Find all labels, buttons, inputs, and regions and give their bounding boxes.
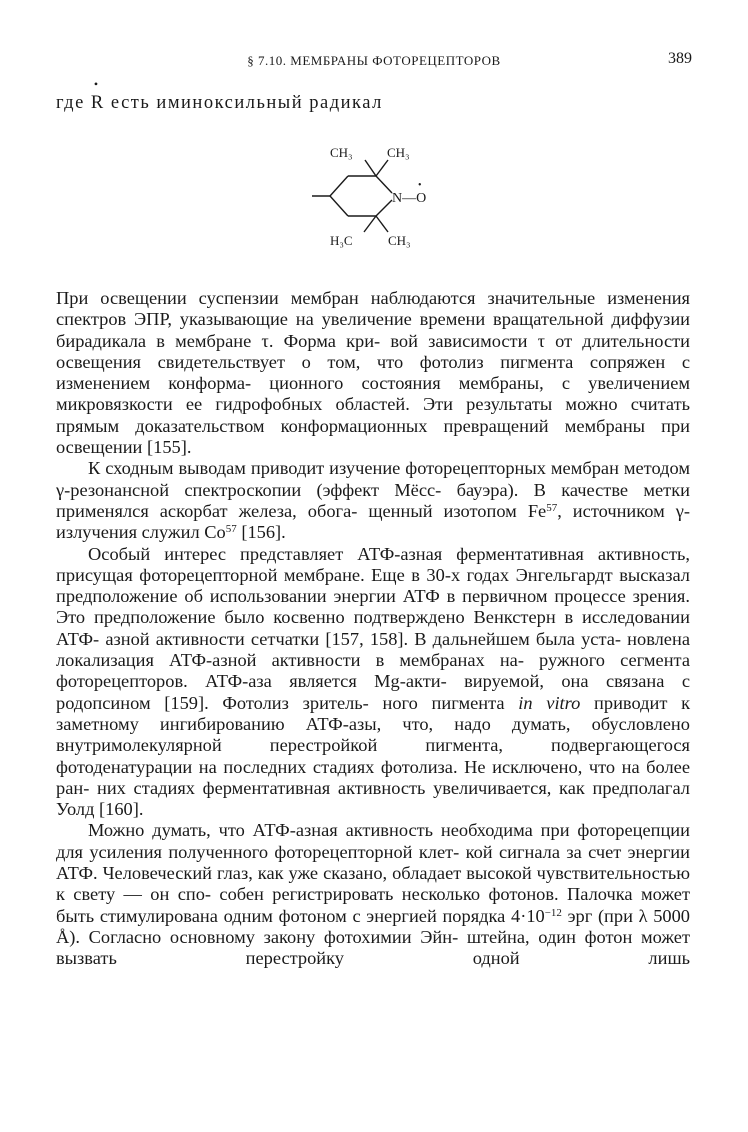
superscript: 57 <box>546 501 558 514</box>
superscript: 57 <box>225 523 237 536</box>
paragraph <box>56 288 690 458</box>
text-line: о том, что фотолиз пигмента сопряжен с изменением конформа- <box>56 351 690 394</box>
section-title: § 7.10. МЕМБРАНЫ ФОТОРЕЦЕПТОРОВ <box>247 53 501 68</box>
text-line: энергии АТФ в первичном процессе зрения. Это предположение <box>56 586 690 628</box>
text-line: (при λ 5000 Å). Согласно основному закону фотохимии Эйн- <box>56 905 690 947</box>
text-line: гидрофобных областей. Эти результаты можно считать прямым <box>56 394 690 436</box>
text-line <box>100 906 592 926</box>
text-line: последних стадиях фотолиза. Не исключено, что на более ран- <box>56 756 690 798</box>
text-line: перестройкой пигмента, подвергающегося фотоденатурации на <box>56 735 690 777</box>
text-line: предполагал Уолд [160]. <box>56 777 690 820</box>
text-line: вращательной диффузии бирадикала в мембране τ. Форма кри- <box>56 309 691 351</box>
nitroxide-group: N—O <box>392 191 427 206</box>
text-line: При освещении суспензии мембран наблюдаются значительные <box>56 288 596 308</box>
text-line: было косвенно подтверждено Венкстерн в исследовании АТФ- <box>56 607 690 649</box>
text-segment: эрг <box>561 905 593 926</box>
italic-term: in vitro <box>518 692 581 713</box>
text-segment: ного пигмента <box>382 692 519 713</box>
text-line: вой зависимости τ от длительности освещения свидетельствует <box>56 330 690 372</box>
text-line: азной активности сетчатки [157, 158]. В дальнейшем была уста- <box>105 628 621 649</box>
text-line: кой сигнала за счет энергии АТФ. Человеческий глаз, как уже <box>56 841 690 884</box>
text-line: освещении [155]. <box>56 437 192 458</box>
text-line: Особый интерес представляет АТФ-азная ферментативная <box>88 543 584 564</box>
methyl-bottom-right: CH₃ <box>388 233 411 248</box>
text-line: АТФ-азы, что, надо думать, обусловлено внутримолекулярной <box>56 713 690 756</box>
body-text <box>56 288 690 970</box>
text-line: доказательством конформационных превращений мембраны при <box>135 415 690 436</box>
intro-text-before: где <box>56 93 91 113</box>
text-line: годах Энгельгардт высказал предположение об использовании <box>56 564 690 607</box>
radical-dot: • <box>418 180 422 191</box>
methyl-top-right: CH₃ <box>387 145 410 160</box>
paragraph <box>56 820 690 969</box>
text-line: мембран методом γ-резонансной спектроскопии (эффект Мёсс- <box>56 458 690 500</box>
intro-text-after: есть иминоксильный радикал <box>104 93 383 113</box>
text-segment: , источником γ-излучения служил Co <box>56 500 690 543</box>
text-line: К сходным выводам приводит изучение фоторецепторных <box>88 458 546 479</box>
methyl-bottom-left: H₃C <box>330 233 353 248</box>
text-line: бауэра). В качестве метки применялся аскорбат железа, обога- <box>56 479 690 521</box>
superscript: −12 <box>544 906 562 919</box>
text-segment: стимулирована одним фотоном с энергией порядка 4·10 <box>99 905 545 926</box>
text-segment: щенный изотопом Fe <box>368 500 547 521</box>
text-line: изменения спектров ЭПР, указывающие на увеличение времени <box>56 288 690 330</box>
text-line: [156]. <box>241 522 286 543</box>
page-number: 389 <box>668 50 692 67</box>
text-line: штейна, один фотон может вызвать перестройку одной лишь <box>56 926 690 969</box>
text-segment: приводит к заметному ингибированию <box>56 692 691 734</box>
text-line: собен регистрировать несколько фотонов. Палочка может быть <box>56 884 690 926</box>
text-line: вируемой, она связана с родопсином [159]. Фотолиз зритель- <box>56 671 690 713</box>
text-line: активность, присущая фоторецепторной мембране. Еще в 30-х <box>56 543 690 585</box>
radical-symbol: • R <box>91 93 105 114</box>
text-line: сказано, обладает высокой чувствительностью к свету — он спо- <box>56 863 690 905</box>
text-line: ружного сегмента фоторецепторов. АТФ-аза является Mg-акти- <box>56 650 690 692</box>
nitroxide-radical-formula <box>300 138 460 250</box>
text-line: новлена локализация АТФ-азной активности в мембранах на- <box>56 628 690 671</box>
running-head <box>0 50 748 72</box>
paragraph <box>56 458 690 543</box>
paragraph <box>56 544 690 821</box>
intro-line <box>56 93 383 114</box>
text-line: них стадиях ферментативная активность увеличивается, как <box>97 777 585 798</box>
text-line: Можно думать, что АТФ-азная активность необходима при <box>88 820 570 841</box>
text-line: ционного состояния мембраны, с увеличением микровязкости ее <box>56 373 691 415</box>
text-line: фоторецепции для усиления полученного фоторецепторной клет- <box>56 820 690 862</box>
methyl-top-left: CH₃ <box>330 145 353 160</box>
